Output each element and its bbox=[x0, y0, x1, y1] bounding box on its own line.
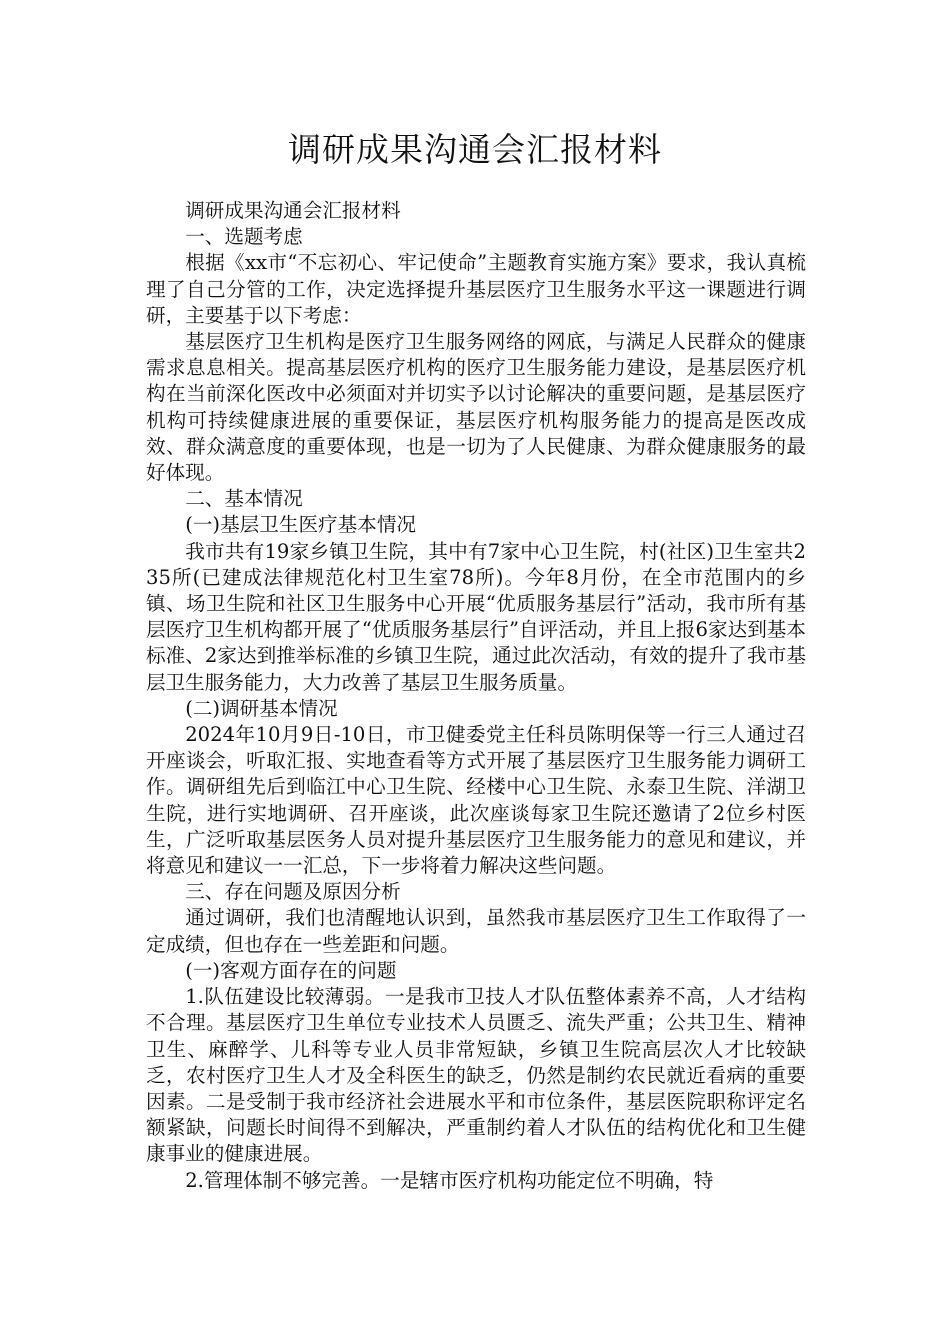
subheading: (一)客观方面存在的问题 bbox=[185, 958, 397, 982]
heading-section-2: 二、基本情况 bbox=[185, 487, 303, 511]
document-title: 调研成果沟通会汇报材料 bbox=[288, 130, 662, 169]
paragraph: 2024年10月9日-10日，市卫健委党主任科员陈明保等一行三人通过召开座谈会，听取汇报、实地查看等方式开展了基层医疗卫生服务能力调研工作。调研组先后到临江中心卫生院、经楼中心卫生院、永泰卫生院、洋湖卫生院，进行实地调研、召开座谈，此次座谈每家卫生院还邀请了2位乡村医生，广泛听取基层医务人员对提升基层医疗卫生服务能力的意见和建议，并将意见和建议一一汇总，下一步将着力解决这些问题。 bbox=[146, 723, 806, 878]
paragraph: 2.管理体制不够完善。一是辖市医疗机构功能定位不明确，特 bbox=[185, 1168, 714, 1192]
document-body bbox=[146, 198, 806, 1194]
heading-section-3: 三、存在问题及原因分析 bbox=[185, 880, 401, 904]
paragraph: 我市共有19家乡镇卫生院，其中有7家中心卫生院，村(社区)卫生室共235所(已建成法律规范化村卫生室78所)。今年8月份，在全市范围内的乡镇、场卫生院和社区卫生服务中心开展“优质服务基层行”活动，我市所有基层医疗卫生机构都开展了“优质服务基层行”自评活动，并且上报6家达到基本标准、2家达到推举标准的乡镇卫生院，通过此次活动，有效的提升了我市基层卫生服务能力，大力改善了基层卫生服务质量。 bbox=[146, 539, 806, 694]
paragraph: 1.队伍建设比较薄弱。一是我市卫技人才队伍整体素养不高，人才结构不合理。基层医疗卫生单位专业技术人员匮乏、流失严重；公共卫生、精神卫生、麻醉学、儿科等专业人员非常短缺，乡镇卫生院高层次人才比较缺乏，农村医疗卫生人才及全科医生的缺乏，仍然是制约农民就近看病的重要因素。二是受制于我市经济社会进展水平和市位条件，基层医院职称评定名额紧缺，问题长时间得不到解决，严重制约着人才队伍的结构优化和卫生健康事业的健康进展。 bbox=[146, 985, 806, 1166]
paragraph: 通过调研，我们也清醒地认识到，虽然我市基层医疗卫生工作取得了一定成绩，但也存在一些差距和问题。 bbox=[146, 906, 806, 956]
paragraph-subtitle: 调研成果沟通会汇报材料 bbox=[185, 199, 401, 222]
subheading: (一)基层卫生医疗基本情况 bbox=[185, 513, 417, 537]
subheading: (二)调研基本情况 bbox=[185, 696, 338, 720]
heading-section-1: 一、选题考虑 bbox=[185, 225, 303, 249]
paragraph: 根据《xx市“不忘初心、牢记使命”主题教育实施方案》要求，我认真梳理了自己分管的工作，决定选择提升基层医疗卫生服务水平这一课题进行调研，主要基于以下考虑： bbox=[146, 251, 806, 327]
paragraph: 基层医疗卫生机构是医疗卫生服务网络的网底，与满足人民群众的健康需求息息相关。提高基层医疗机构的医疗卫生服务能力建设，是基层医疗机构在当前深化医改中必须面对并切实予以讨论解决的重要问题，是基层医疗机构可持续健康进展的重要保证，基层医疗机构服务能力的提高是医改成效、群众满意度的重要体现，也是一切为了人民健康、为群众健康服务的最好体现。 bbox=[146, 330, 806, 485]
